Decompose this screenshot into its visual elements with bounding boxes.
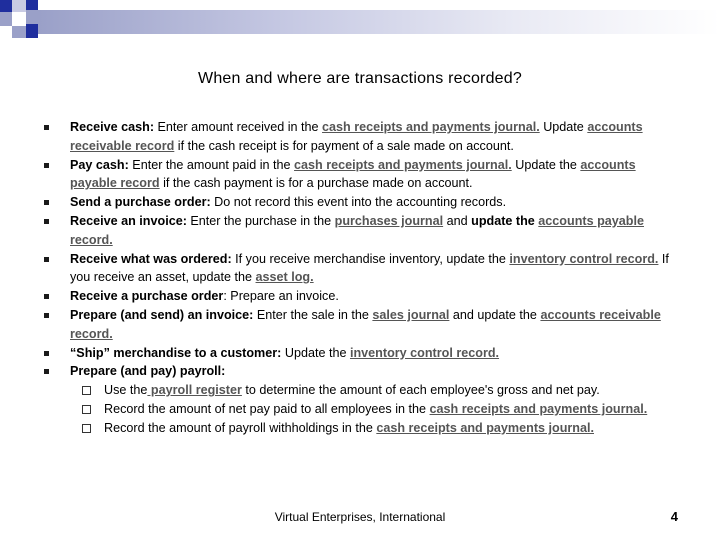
bullet-text: Prepare (and send) an invoice: [70, 307, 254, 322]
slide-title: When and where are transactions recorded? [198, 70, 522, 87]
hollow-square-bullet-icon [82, 405, 91, 414]
bullet-text: Enter the sale in the [253, 307, 373, 322]
bullet-text: update the [471, 213, 539, 228]
header-gradient-bar [38, 10, 720, 34]
sub-bullet-list [70, 381, 680, 437]
square-bullet-icon [44, 257, 49, 262]
bullet-text: If you receive merchandise inventory, update the [231, 251, 510, 266]
bullet-item [40, 362, 680, 437]
bullet-text: Record the amount of payroll withholdings in the [104, 420, 377, 435]
bullet-content [70, 120, 643, 153]
record-link[interactable]: cash receipts and payments journal. [429, 401, 648, 416]
record-link[interactable]: accounts payable record [70, 157, 636, 191]
record-link[interactable]: accounts receivable record. [70, 307, 661, 341]
footer-text: Virtual Enterprises, International [274, 510, 446, 524]
bullet-text: Enter the purchase in the [186, 213, 335, 228]
square-bullet-icon [44, 369, 49, 374]
bullet-text: Use the [104, 383, 148, 398]
hollow-square-bullet-icon [82, 386, 91, 395]
bullet-item [40, 118, 680, 156]
record-link[interactable]: cash receipts and payments journal. [322, 120, 540, 134]
bullet-item [40, 250, 680, 288]
bullet-text: Receive cash: [70, 120, 155, 134]
bullet-text: and [443, 213, 472, 228]
sub-bullet-item [70, 400, 680, 419]
record-link[interactable]: accounts payable record. [70, 213, 644, 247]
bullet-content [70, 364, 225, 378]
corner-square-icon [26, 10, 38, 24]
bullet-content [70, 252, 669, 285]
square-bullet-icon [44, 163, 49, 168]
record-link[interactable]: inventory control record. [509, 251, 659, 266]
square-bullet-icon [44, 313, 49, 318]
corner-square-icon [26, 0, 38, 10]
bullet-item [40, 344, 680, 363]
bullet-text: and update the [449, 307, 541, 322]
corner-square-icon [26, 24, 38, 38]
corner-square-icon [12, 0, 26, 12]
bullet-text: Enter the amount paid in the [128, 157, 295, 172]
bullet-text: Do not record this event into the accounting records. [210, 195, 507, 210]
bullet-item [40, 212, 680, 250]
record-link[interactable]: asset log. [255, 270, 314, 285]
square-bullet-icon [44, 294, 49, 299]
sub-bullet-content [104, 402, 647, 416]
bullet-text: Receive what was ordered: [70, 251, 232, 266]
bullet-text: Receive an invoice: [70, 213, 187, 228]
bullet-item [40, 306, 680, 344]
bullet-text: if the cash receipt is for payment of a sale made on account. [174, 138, 514, 153]
corner-square-icon [12, 26, 26, 38]
square-bullet-icon [44, 125, 49, 130]
bullet-list [40, 118, 680, 438]
bullet-text: Update [539, 120, 588, 134]
bullet-text: Update the [281, 345, 350, 360]
page-number: 4 [670, 509, 678, 524]
square-bullet-icon [44, 351, 49, 356]
bullet-text: If you receive an asset, update the [70, 251, 669, 285]
bullet-item [40, 193, 680, 212]
sub-bullet-content [104, 421, 594, 435]
bullet-content [70, 195, 506, 209]
bullet-content [70, 214, 644, 247]
bullet-text: Pay cash: [70, 157, 129, 172]
bullet-text: Prepare (and pay) payroll: [70, 364, 226, 379]
corner-square-icon [0, 12, 12, 26]
sub-bullet-content [104, 383, 600, 397]
bullet-text: Update the [511, 157, 581, 172]
corner-square-icon [0, 0, 12, 12]
record-link[interactable]: sales journal [372, 307, 450, 322]
bullet-text: Send a purchase order: [70, 195, 211, 210]
sub-bullet-item [70, 381, 680, 400]
record-link[interactable]: payroll register [147, 383, 242, 398]
bullet-content [70, 289, 339, 303]
bullet-text: Receive a purchase order [70, 289, 224, 304]
square-bullet-icon [44, 200, 49, 205]
record-link[interactable]: cash receipts and payments journal. [376, 420, 594, 435]
bullet-item [40, 156, 680, 194]
bullet-content [70, 346, 499, 360]
bullet-text: Record the amount of net pay paid to all employees in the [104, 401, 430, 416]
record-link[interactable]: purchases journal [334, 213, 444, 228]
corner-square-icon [12, 12, 26, 26]
hollow-square-bullet-icon [82, 424, 91, 433]
record-link[interactable]: inventory control record. [349, 345, 500, 360]
square-bullet-icon [44, 219, 49, 224]
record-link[interactable]: cash receipts and payments journal. [294, 157, 512, 172]
bullet-text: Enter amount received in the [154, 120, 323, 134]
bullet-item [40, 287, 680, 306]
bullet-content [70, 158, 636, 191]
bullet-text: to determine the amount of each employee's gross and net pay. [241, 383, 600, 398]
bullet-content [70, 308, 661, 341]
bullet-text: if the cash payment is for a purchase made on account. [159, 176, 473, 191]
bullet-text: “Ship” merchandise to a customer: [70, 345, 282, 360]
record-link[interactable]: accounts receivable record [70, 120, 643, 153]
bullet-text: : Prepare an invoice. [223, 289, 339, 304]
sub-bullet-item [70, 419, 680, 438]
